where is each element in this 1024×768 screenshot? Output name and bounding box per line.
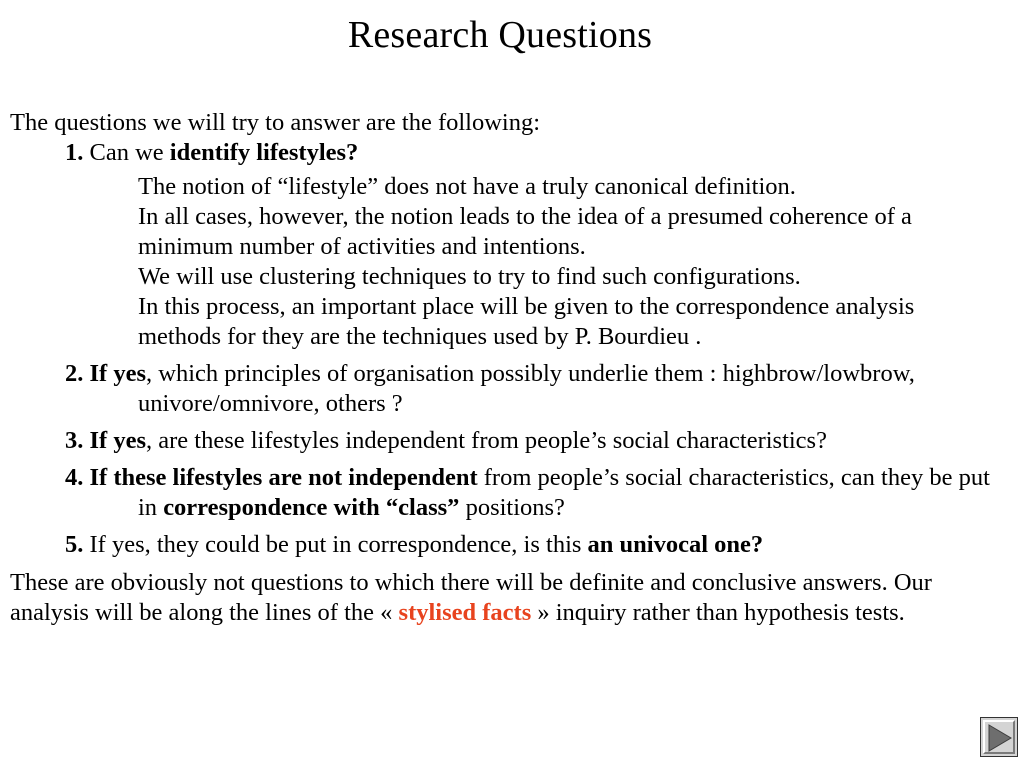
detail-line: In this process, an important place will be given to the correspondence analysis methods for they are the techniques used by P. Bourdieu .: [138, 293, 915, 350]
question-number: 4. If: [65, 464, 108, 491]
intro-text: The questions we will try to answer are the following:: [10, 109, 541, 136]
play-triangle-icon: [988, 724, 1012, 752]
question-emphasis: these lifestyles are not independent: [113, 464, 478, 491]
question-number: 2. If: [65, 360, 108, 387]
closing-before: These are obviously not questions to which there will be definite and conclusive answers. Our analysis will be along the lines of the «: [10, 569, 932, 626]
detail-line: The notion of “lifestyle” does not have a truly canonical definition.: [138, 173, 796, 200]
question-text: from people’s social characteristics, can they be put in: [138, 464, 990, 521]
question-emphasis: correspondence with “class”: [163, 494, 460, 521]
question-1: [65, 138, 1000, 168]
slide-body: [10, 108, 1000, 628]
lifestyle-detail: [138, 172, 1000, 352]
question-text: positions?: [459, 494, 565, 521]
question-emphasis: an univocal one?: [587, 531, 764, 558]
question-text: , are these lifestyles independent from people’s social characteristics?: [146, 427, 827, 454]
slide-title: Research Questions: [347, 14, 653, 56]
question-3: [65, 426, 1000, 456]
question-4: [65, 463, 1000, 523]
closing-after: » inquiry rather than hypothesis tests.: [531, 599, 905, 626]
question-text: Can we: [89, 139, 170, 166]
detail-line: In all cases, however, the notion leads to the idea of a presumed coherence of a minimum number of activities and intentions.: [138, 203, 912, 260]
question-text: If yes, they could be put in correspondence, is this: [89, 531, 588, 558]
question-number: 1.: [65, 139, 84, 166]
question-5: [65, 530, 1000, 560]
question-2: [65, 359, 1000, 419]
question-emphasis: yes: [113, 427, 146, 454]
detail-line: We will use clustering techniques to try to find such configurations.: [138, 263, 801, 290]
question-number: 5.: [65, 531, 84, 558]
next-slide-button[interactable]: [980, 717, 1018, 757]
question-emphasis: yes: [113, 360, 146, 387]
stylised-facts-highlight: stylised facts: [398, 599, 532, 626]
question-number: 3. If: [65, 427, 108, 454]
question-emphasis: identify lifestyles?: [169, 139, 359, 166]
closing-text: [10, 568, 985, 628]
question-text: , which principles of organisation possibly underlie them : highbrow/lowbrow, univore/omnivore, others ?: [138, 360, 915, 417]
